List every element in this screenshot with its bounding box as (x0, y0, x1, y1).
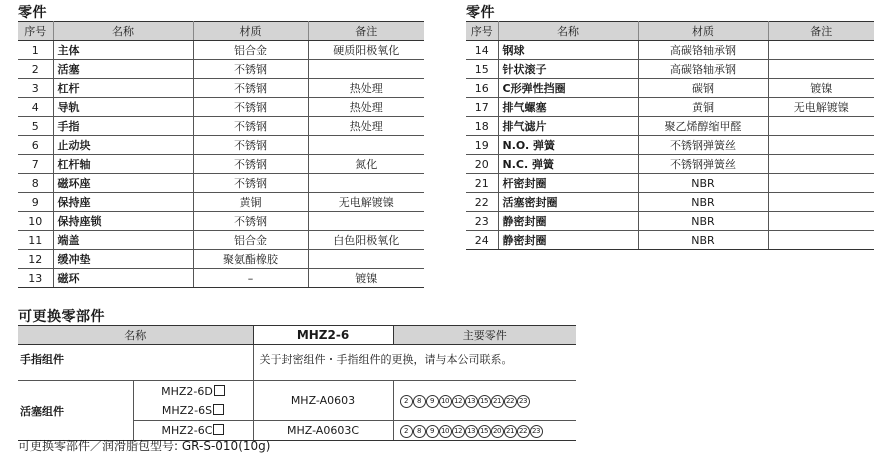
part-name: 排气滤片 (498, 117, 638, 136)
part-material: 高碳铬轴承钢 (638, 60, 768, 79)
variant-code-d: MHZ-A0603 (253, 381, 393, 421)
part-material: 不锈钢 (193, 60, 308, 79)
part-name: N.O. 弹簧 (498, 136, 638, 155)
variant-parts-d (393, 381, 576, 421)
part-number: 17 (466, 98, 498, 117)
placeholder-box-icon (213, 404, 224, 415)
table-row (18, 98, 424, 117)
part-name: 针状滚子 (498, 60, 638, 79)
part-remark (768, 231, 874, 250)
part-material: NBR (638, 174, 768, 193)
part-number: 6 (18, 136, 53, 155)
part-number: 21 (466, 174, 498, 193)
part-material: 不锈钢 (193, 98, 308, 117)
part-remark: 热处理 (308, 79, 424, 98)
part-ref-circle: 21 (504, 425, 517, 438)
header-main-parts: 主要零件 (393, 326, 576, 345)
table-row (466, 60, 874, 79)
part-material: 铝合金 (193, 231, 308, 250)
part-ref-circle: 22 (517, 425, 530, 438)
parts-title-right: 零件 (466, 5, 495, 21)
part-ref-circle: 23 (530, 425, 543, 438)
part-remark (308, 250, 424, 269)
part-name: 杠杆轴 (53, 155, 193, 174)
table-row (466, 212, 874, 231)
part-remark: 镀镍 (308, 269, 424, 288)
parts-table-right (466, 21, 874, 250)
part-name: 止动块 (53, 136, 193, 155)
part-name: 手指 (53, 117, 193, 136)
part-name: N.C. 弹簧 (498, 155, 638, 174)
part-number: 5 (18, 117, 53, 136)
table-row (466, 41, 874, 60)
piston-row-1 (18, 381, 576, 402)
part-number: 10 (18, 212, 53, 231)
parts-table-header (18, 22, 424, 41)
part-remark (308, 60, 424, 79)
parts-table-header (466, 22, 874, 41)
table-row (466, 155, 874, 174)
part-number: 4 (18, 98, 53, 117)
part-ref-circle: 13 (465, 425, 478, 438)
part-remark (768, 212, 874, 231)
header-material: 材质 (193, 22, 308, 41)
table-row (18, 212, 424, 231)
part-name: 主体 (53, 41, 193, 60)
part-material: 黄铜 (193, 193, 308, 212)
table-row (18, 174, 424, 193)
part-name: 缓冲垫 (53, 250, 193, 269)
part-material: 聚乙烯醇缩甲醛 (638, 117, 768, 136)
part-remark (768, 155, 874, 174)
part-ref-circle: 9 (426, 395, 439, 408)
part-number: 8 (18, 174, 53, 193)
header-no: 序号 (18, 22, 53, 41)
part-material: 不锈钢 (193, 79, 308, 98)
header-name: 名称 (18, 326, 253, 345)
part-ref-circle: 20 (491, 425, 504, 438)
placeholder-box-icon (213, 424, 224, 435)
table-row (18, 231, 424, 250)
header-model: MHZ2-6 (253, 326, 393, 345)
part-ref-circle: 10 (439, 395, 452, 408)
piston-name: 活塞组件 (18, 381, 133, 441)
header-remark: 备注 (308, 22, 424, 41)
variant-model-d: MHZ2-6D (133, 381, 253, 402)
footer-note: 可更换零部件／润滑脂包型号: GR-S-010(10g) (18, 439, 271, 453)
part-name: 杆密封圈 (498, 174, 638, 193)
part-number: 20 (466, 155, 498, 174)
part-material: 不锈钢 (193, 174, 308, 193)
part-name: 杠杆 (53, 79, 193, 98)
table-row (18, 136, 424, 155)
part-material: 不锈钢 (193, 136, 308, 155)
table-row (466, 231, 874, 250)
part-number: 13 (18, 269, 53, 288)
part-number: 23 (466, 212, 498, 231)
part-name: 静密封圈 (498, 212, 638, 231)
part-ref-circle: 9 (426, 425, 439, 438)
part-remark (768, 136, 874, 155)
part-ref-circle: 2 (400, 425, 413, 438)
parts-title-left: 零件 (18, 5, 47, 21)
part-name: 活塞密封圈 (498, 193, 638, 212)
part-number: 16 (466, 79, 498, 98)
part-ref-circle: 23 (517, 395, 530, 408)
variant-code-c: MHZ-A0603C (253, 421, 393, 441)
part-material: 不锈钢弹簧丝 (638, 136, 768, 155)
part-ref-circle: 21 (491, 395, 504, 408)
table-row (18, 193, 424, 212)
part-name: 导轨 (53, 98, 193, 117)
part-name: 静密封圈 (498, 231, 638, 250)
part-material: 铝合金 (193, 41, 308, 60)
part-material: NBR (638, 212, 768, 231)
header-no: 序号 (466, 22, 498, 41)
part-number: 7 (18, 155, 53, 174)
part-ref-circle: 10 (439, 425, 452, 438)
part-material: 高碳铬轴承钢 (638, 41, 768, 60)
table-row (18, 269, 424, 288)
part-material: 聚氨酯橡胶 (193, 250, 308, 269)
part-ref-circle: 12 (452, 425, 465, 438)
part-number: 3 (18, 79, 53, 98)
part-remark: 热处理 (308, 117, 424, 136)
part-remark (768, 41, 874, 60)
replacement-header (18, 326, 576, 345)
part-name: C形弹性挡圈 (498, 79, 638, 98)
table-row (18, 117, 424, 136)
part-remark (308, 136, 424, 155)
table-row (18, 155, 424, 174)
part-name: 活塞 (53, 60, 193, 79)
header-name: 名称 (53, 22, 193, 41)
part-number: 11 (18, 231, 53, 250)
header-name: 名称 (498, 22, 638, 41)
part-name: 排气螺塞 (498, 98, 638, 117)
replacement-title: 可更换零部件 (18, 309, 105, 325)
part-remark: 无电解镀镍 (308, 193, 424, 212)
part-remark (768, 60, 874, 79)
part-remark (768, 193, 874, 212)
table-row (466, 117, 874, 136)
part-remark: 氮化 (308, 155, 424, 174)
part-material: 碳钢 (638, 79, 768, 98)
placeholder-box-icon (214, 385, 225, 396)
part-remark: 白色阳极氧化 (308, 231, 424, 250)
part-material: 不锈钢弹簧丝 (638, 155, 768, 174)
part-remark: 镀镍 (768, 79, 874, 98)
part-number: 14 (466, 41, 498, 60)
table-row (466, 136, 874, 155)
part-number: 1 (18, 41, 53, 60)
table-row (466, 79, 874, 98)
part-remark (768, 117, 874, 136)
variant-model-c: MHZ2-6C (133, 421, 253, 441)
replacement-table (18, 325, 576, 441)
table-row (18, 79, 424, 98)
part-number: 9 (18, 193, 53, 212)
part-ref-circle: 8 (413, 425, 426, 438)
finger-note: 关于封密组件・手指组件的更换，请与本公司联系。 (253, 345, 576, 381)
part-material: 不锈钢 (193, 212, 308, 231)
part-material: NBR (638, 193, 768, 212)
part-material: – (193, 269, 308, 288)
finger-name: 手指组件 (18, 345, 253, 381)
part-remark (768, 174, 874, 193)
header-remark: 备注 (768, 22, 874, 41)
part-number: 19 (466, 136, 498, 155)
part-name: 磁环座 (53, 174, 193, 193)
part-number: 18 (466, 117, 498, 136)
part-ref-circle: 15 (478, 395, 491, 408)
part-number: 22 (466, 193, 498, 212)
part-material: 不锈钢 (193, 117, 308, 136)
part-remark: 硬质阳极氧化 (308, 41, 424, 60)
variant-parts-c (393, 421, 576, 441)
part-name: 保持座 (53, 193, 193, 212)
part-remark (308, 174, 424, 193)
part-material: NBR (638, 231, 768, 250)
part-name: 保持座锁 (53, 212, 193, 231)
part-ref-circle: 2 (400, 395, 413, 408)
part-ref-circle: 8 (413, 395, 426, 408)
table-row (466, 193, 874, 212)
part-name: 端盖 (53, 231, 193, 250)
part-material: 不锈钢 (193, 155, 308, 174)
part-ref-circle: 15 (478, 425, 491, 438)
part-material: 黄铜 (638, 98, 768, 117)
part-number: 24 (466, 231, 498, 250)
table-row (18, 250, 424, 269)
part-ref-circle: 13 (465, 395, 478, 408)
table-row (18, 41, 424, 60)
part-number: 15 (466, 60, 498, 79)
part-name: 磁环 (53, 269, 193, 288)
part-ref-circle: 12 (452, 395, 465, 408)
table-row (18, 60, 424, 79)
part-remark: 无电解镀镍 (768, 98, 874, 117)
part-remark (308, 212, 424, 231)
part-ref-circle: 22 (504, 395, 517, 408)
part-number: 12 (18, 250, 53, 269)
header-material: 材质 (638, 22, 768, 41)
part-name: 钢球 (498, 41, 638, 60)
finger-row (18, 345, 576, 381)
parts-table-left (18, 21, 424, 288)
table-row (466, 98, 874, 117)
table-row (466, 174, 874, 193)
variant-model-s: MHZ2-6S (133, 402, 253, 421)
part-number: 2 (18, 60, 53, 79)
part-remark: 热处理 (308, 98, 424, 117)
